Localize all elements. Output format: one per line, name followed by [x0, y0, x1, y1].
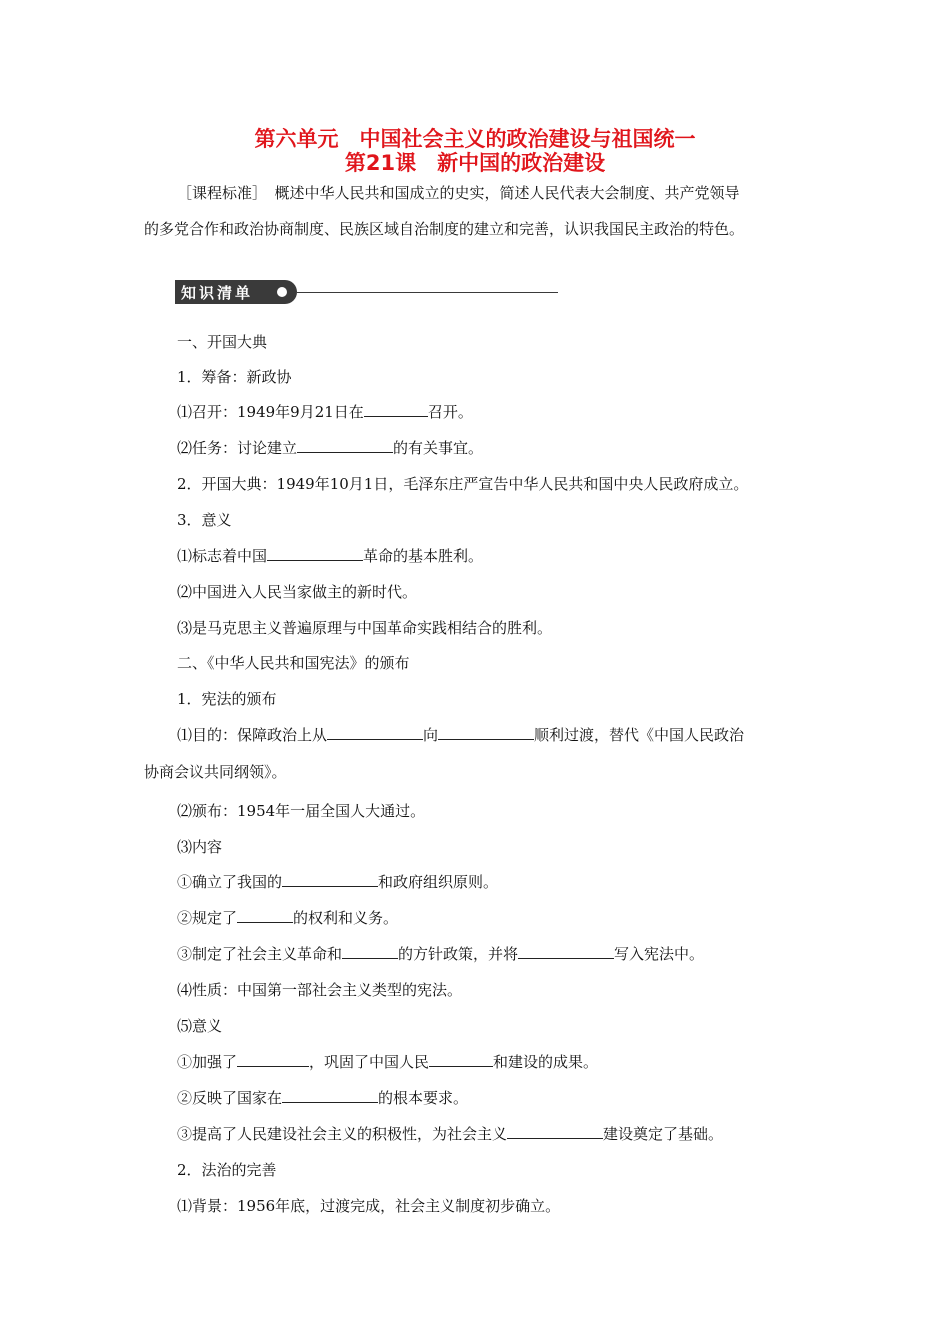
answer-blank[interactable] — [267, 546, 363, 561]
section-divider — [297, 292, 558, 293]
curriculum-standard-line-2: 的多党合作和政治协商制度、民族区域自治制度的建立和完善，认识我国民主政治的特色。 — [144, 220, 745, 238]
item-line: ⑶内容 — [177, 838, 223, 856]
answer-blank[interactable] — [518, 944, 614, 959]
item-line: ①加强了 ，巩固了中国人民 和建设的成果。 — [177, 1053, 599, 1071]
answer-blank[interactable] — [282, 1088, 378, 1103]
answer-blank[interactable] — [342, 944, 398, 959]
answer-blank[interactable] — [507, 1124, 603, 1139]
item-line: 2．开国大典：1949年10月1日，毛泽东庄严宣告中华人民共和国中央人民政府成立。 — [177, 475, 749, 493]
item-line: 1．宪法的颁布 — [177, 690, 277, 708]
item-line: ③制定了社会主义革命和 的方针政策，并将 写入宪法中。 — [177, 945, 705, 963]
item-line: ⑴召开：1949年9月21日在 召开。 — [177, 403, 473, 421]
item-line: 2．法治的完善 — [177, 1161, 277, 1179]
item-line: ①确立了我国的 和政府组织原则。 — [177, 873, 499, 891]
answer-blank[interactable] — [282, 872, 378, 887]
item-line: ⑶是马克思主义普遍原理与中国革命实践相结合的胜利。 — [177, 619, 553, 637]
item-line: ⑴标志着中国 革命的基本胜利。 — [177, 547, 484, 565]
item-line: ⑵颁布：1954年一届全国人大通过。 — [177, 802, 426, 820]
answer-blank[interactable] — [327, 725, 423, 740]
answer-blank[interactable] — [237, 1052, 309, 1067]
item-line: ②反映了国家在 的根本要求。 — [177, 1089, 469, 1107]
unit-title: 第六单元 中国社会主义的政治建设与祖国统一 — [254, 127, 696, 151]
item-line: ③提高了人民建设社会主义的积极性，为社会主义 建设奠定了基础。 — [177, 1125, 724, 1143]
item-line: ⑴背景：1956年底，过渡完成，社会主义制度初步确立。 — [177, 1197, 561, 1215]
item-line: ②规定了 的权利和义务。 — [177, 909, 399, 927]
answer-blank[interactable] — [297, 438, 393, 453]
section-badge-label: 知识清单 — [181, 284, 254, 302]
item-line-continued: 协商会议共同纲领》。 — [144, 763, 287, 781]
item-line: ⑷性质：中国第一部社会主义类型的宪法。 — [177, 981, 463, 999]
section-badge — [175, 280, 297, 304]
answer-blank[interactable] — [364, 402, 428, 417]
answer-blank[interactable] — [429, 1052, 493, 1067]
answer-blank[interactable] — [438, 725, 534, 740]
answer-blank[interactable] — [237, 908, 293, 923]
bullet-dot-icon — [277, 287, 287, 297]
item-line: 3．意义 — [177, 511, 232, 529]
item-line: ⑵任务：讨论建立 的有关事宜。 — [177, 439, 484, 457]
item-line: ⑸意义 — [177, 1017, 223, 1035]
section-heading: 二、《中华人民共和国宪法》的颁布 — [177, 654, 410, 672]
curriculum-standard-line-1: ［课程标准］ 概述中华人民共和国成立的史实，简述人民代表大会制度、共产党领导 — [177, 184, 740, 202]
item-line: ⑵中国进入人民当家做主的新时代。 — [177, 583, 418, 601]
section-heading: 一、开国大典 — [177, 333, 268, 351]
item-line: 1．筹备：新政协 — [177, 368, 292, 386]
lesson-title: 第21课 新中国的政治建设 — [344, 151, 606, 175]
item-line: ⑴目的：保障政治上从 向 顺利过渡，替代《中国人民政治 — [177, 726, 745, 744]
